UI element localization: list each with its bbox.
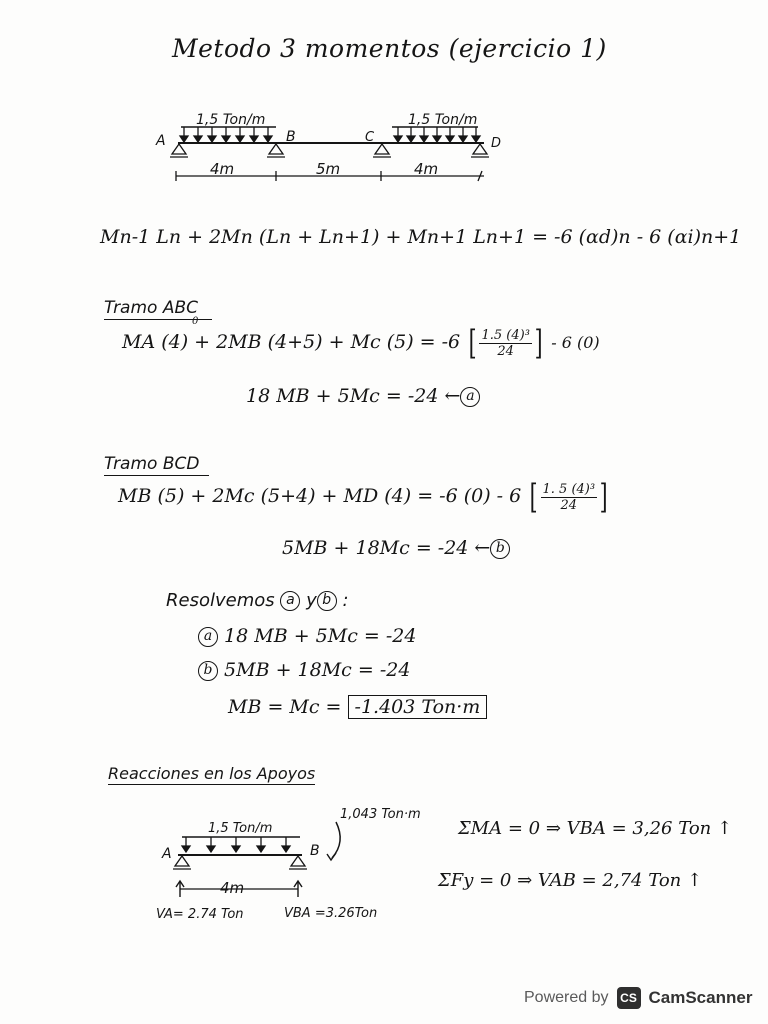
reactions-span: 4m [220, 879, 245, 897]
supports [170, 144, 489, 157]
reaction-vba: VBA =3.26Ton [284, 906, 378, 921]
span-ab: 4m [210, 160, 235, 178]
reactions-load-arrows [182, 837, 290, 852]
tramo-abc-result: 18 MB + 5Mc = -24 ← a [246, 385, 480, 407]
general-equation: Mn-1 Ln + 2Mn (Ln + Ln+1) + Mn+1 Ln+1 = -6 (αd)n - 6 (αi)n+1 [100, 226, 742, 248]
tramo-bcd-equation: MB (5) + 2Mc (5+4) + MD (4) = -6 (0) - 6 [ $\frac{\text{1. 5 (4)³}}{24}$ ] [118, 477, 608, 517]
node-a: A [156, 133, 166, 149]
node-d: D [491, 136, 502, 151]
distributed-load-arrows-right [394, 127, 480, 142]
tramo-abc-zero-mark: 0 [192, 316, 199, 327]
solve-final: MB = Mc = -1.403 Ton·m [228, 696, 487, 718]
tramo-bcd-eq-lhs: MB (5) + 2Mc (5+4) + MD (4) = -6 (0) - 6 [118, 485, 522, 507]
reactions-node-b: B [310, 843, 320, 859]
node-b: B [286, 129, 296, 145]
tramo-bcd-result: 5MB + 18Mc = -24 ← b [282, 537, 510, 559]
tramo-abc-eq-tail: - 6 (0) [551, 333, 600, 352]
tramo-bcd-frac-num: 1. 5 (4)³ [542, 481, 596, 497]
reaction-va: VA= 2.74 Ton [156, 907, 244, 922]
solve-eq-a: a 18 MB + 5Mc = -24 [198, 625, 416, 647]
tramo-abc-eq-lhs: MA (4) + 2MB (4+5) + Mc (5) = -6 [122, 331, 461, 353]
continuous-beam-diagram [0, 100, 768, 300]
load-label-right: 1,5 Ton/m [408, 112, 478, 128]
tramo-abc-frac-den: 24 [497, 343, 514, 359]
camscanner-brand: CamScanner [648, 988, 753, 1007]
distributed-load-arrows-left [180, 127, 272, 142]
final-moment-value: -1.403 Ton·m [348, 695, 488, 719]
reactions-heading: Reacciones en los Apoyos [108, 764, 316, 783]
reactions-moment-label: 1,043 Ton·m [340, 807, 421, 822]
tramo-abc-frac-num: 1.5 (4)³ [481, 327, 530, 343]
camscanner-watermark [524, 985, 752, 1011]
tag-b: b [490, 539, 510, 559]
solve-eq-b: b 5MB + 18Mc = -24 [198, 659, 410, 681]
camscanner-logo-icon: CS [617, 987, 641, 1009]
solve-heading: Resolvemos a y b : [166, 590, 349, 611]
node-c: C [365, 130, 375, 145]
reactions-load-label: 1,5 Ton/m [208, 821, 273, 836]
tag-a: a [460, 387, 480, 407]
load-label-left: 1,5 Ton/m [196, 112, 266, 128]
page-title: Metodo 3 momentos (ejercicio 1) [172, 34, 607, 63]
tramo-abc-heading: Tramo ABC [104, 298, 212, 320]
tramo-bcd-frac-den: 24 [560, 497, 578, 513]
span-bc: 5m [316, 160, 341, 178]
sum-forces-equation: ΣFy = 0 ⇒ VAB = 2,74 Ton ↑ [438, 870, 703, 891]
tramo-abc-equation: MA (4) + 2MB (4+5) + Mc (5) = -6 [ $\frac{\text{1.5 (4)³}}{24}$ ] - 6 (0) [122, 323, 600, 363]
powered-by-label: Powered by [524, 989, 609, 1006]
sum-moments-equation: ΣMA = 0 ⇒ VBA = 3,26 Ton ↑ [458, 818, 733, 839]
tramo-bcd-heading: Tramo BCD [104, 454, 209, 476]
span-cd: 4m [414, 160, 439, 178]
reactions-node-a: A [162, 846, 172, 862]
